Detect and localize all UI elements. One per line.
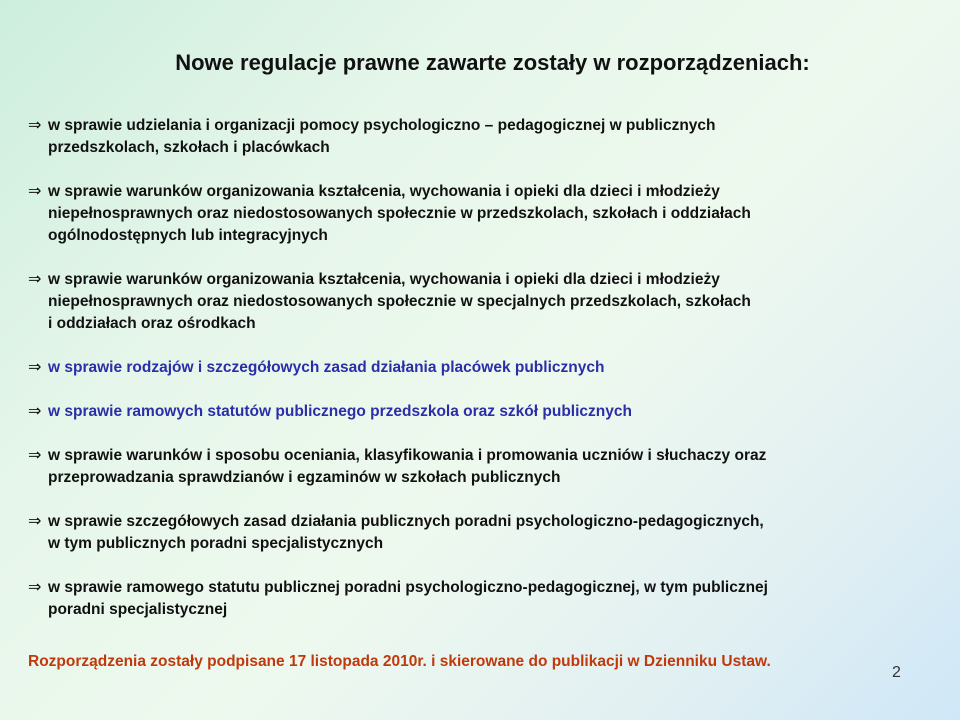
- list-item-line: i oddziałach oraz ośrodkach: [48, 315, 256, 332]
- list-item-line: ogólnodostępnych lub integracyjnych: [48, 227, 328, 244]
- list-item-line: w sprawie udzielania i organizacji pomocy psychologiczno – pedagogicznej w publicznych: [48, 117, 716, 134]
- regulation-list: [28, 115, 948, 643]
- arrow-icon: ⇒: [28, 271, 42, 288]
- arrow-icon: ⇒: [28, 447, 42, 464]
- list-item-line: w sprawie warunków organizowania kształcenia, wychowania i opieki dla dzieci i młodzieży: [48, 271, 720, 288]
- arrow-icon: ⇒: [28, 513, 42, 530]
- page-number: 2: [892, 664, 901, 681]
- footer-note: Rozporządzenia zostały podpisane 17 listopada 2010r. i skierowane do publikacji w Dzienniku Ustaw.: [28, 653, 771, 670]
- list-item-line: niepełnosprawnych oraz niedostosowanych społecznie w specjalnych przedszkolach, szkołach: [48, 293, 751, 310]
- list-item-3: [28, 269, 948, 335]
- arrow-icon: ⇒: [28, 183, 42, 200]
- list-item-line: w sprawie warunków i sposobu oceniania, klasyfikowania i promowania uczniów i słuchaczy oraz: [48, 447, 767, 464]
- list-item-6: [28, 445, 948, 489]
- list-item-line: w tym publicznych poradni specjalistycznych: [48, 535, 384, 552]
- arrow-icon: ⇒: [28, 117, 42, 134]
- list-item-line: niepełnosprawnych oraz niedostosowanych społecznie w przedszkolach, szkołach i oddziałach: [48, 205, 751, 222]
- list-item-line: poradni specjalistycznej: [48, 601, 228, 618]
- arrow-icon: ⇒: [28, 579, 42, 596]
- list-item-7: [28, 511, 948, 555]
- slide-title: Nowe regulacje prawne zawarte zostały w rozporządzeniach:: [175, 50, 810, 75]
- list-item-line: w sprawie rodzajów i szczegółowych zasad działania placówek publicznych: [48, 359, 605, 376]
- arrow-icon: ⇒: [28, 359, 42, 376]
- list-item-1: [28, 115, 948, 159]
- list-item-line: przedszkolach, szkołach i placówkach: [48, 139, 330, 156]
- list-item-line: w sprawie ramowego statutu publicznej poradni psychologiczno-pedagogicznej, w tym publicznej: [48, 579, 768, 596]
- list-item-4: [28, 357, 948, 379]
- list-item-line: w sprawie ramowych statutów publicznego przedszkola oraz szkół publicznych: [48, 403, 632, 420]
- list-item-8: [28, 577, 948, 621]
- list-item-5: [28, 401, 948, 423]
- list-item-2: [28, 181, 948, 247]
- list-item-line: w sprawie warunków organizowania kształcenia, wychowania i opieki dla dzieci i młodzieży: [48, 183, 720, 200]
- list-item-line: przeprowadzania sprawdzianów i egzaminów w szkołach publicznych: [48, 469, 561, 486]
- arrow-icon: ⇒: [28, 403, 42, 420]
- list-item-line: w sprawie szczegółowych zasad działania publicznych poradni psychologiczno-pedagogicznych,: [48, 513, 764, 530]
